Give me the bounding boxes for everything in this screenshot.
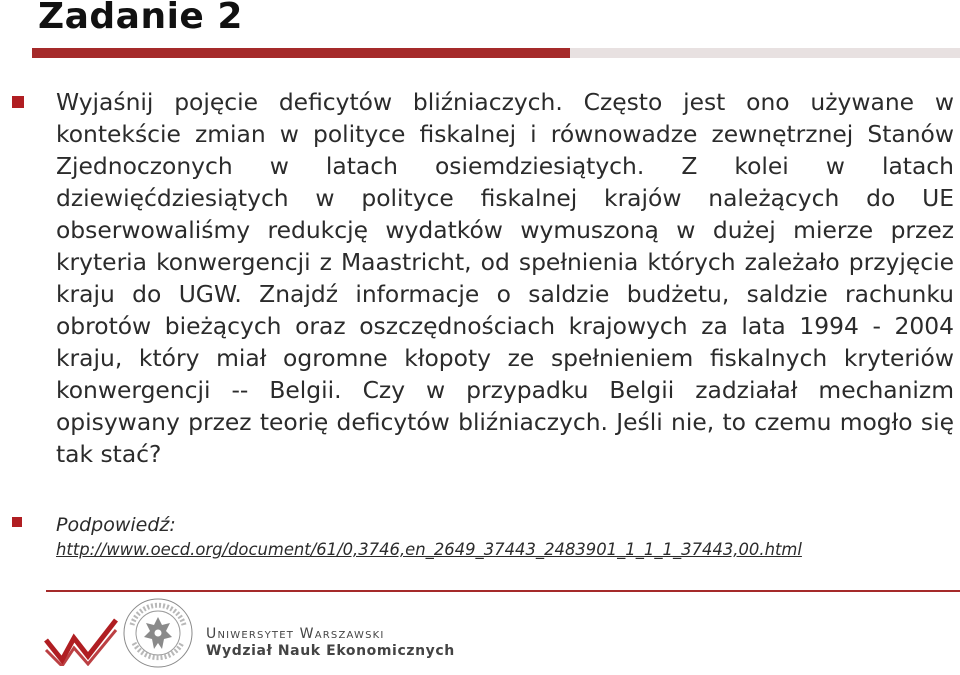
slide-title: Zadanie 2 (38, 0, 243, 37)
task-paragraph: Wyjaśnij pojęcie deficytów bliźniaczych. Często jest ono używane w kontekście zmian w polityce fiskalnej i równowadze zewnętrznej Stanów Zjednoczonych w latach osiemdziesiątych. Z kolei w latach dziewięćdziesiątych w polityce fiskalnej krajów należących do UE obserwowaliśmy redukcję wydatków wymuszoną w dużej mierze przez kryteria konwergencji z Maastricht, od spełnienia których zależało przyjęcie kraju do UGW. Znajdź informacje o saldzie budżetu, saldzie rachunku obrotów bieżących oraz oszczędnościach krajowych za lata 1994 - 2004 kraju, który miał ogromne kłopoty ze spełnieniem fiskalnych kryteriów konwergencji -- Belgii. Czy w przypadku Belgii zadziałał mechanizm opisywany przez teorię deficytów bliźniaczych. Jeśli nie, to czemu mogło się tak stać? (56, 88, 954, 468)
title-accent-bar-light (570, 48, 960, 58)
faculty-logo-icon (44, 616, 118, 666)
footer-divider (46, 590, 960, 592)
university-name: Uniwersytet Warszawski (206, 626, 385, 642)
bullet-square-icon (12, 96, 24, 108)
title-accent-bar (32, 48, 570, 58)
university-seal-icon (122, 597, 194, 669)
hint-link[interactable]: http://www.oecd.org/document/61/0,3746,en_2649_37443_2483901_1_1_1_37443,00.html (56, 540, 802, 559)
faculty-name: Wydział Nauk Ekonomicznych (206, 643, 455, 659)
bullet-square-icon (12, 517, 22, 527)
hint-label: Podpowiedź: (56, 514, 176, 536)
